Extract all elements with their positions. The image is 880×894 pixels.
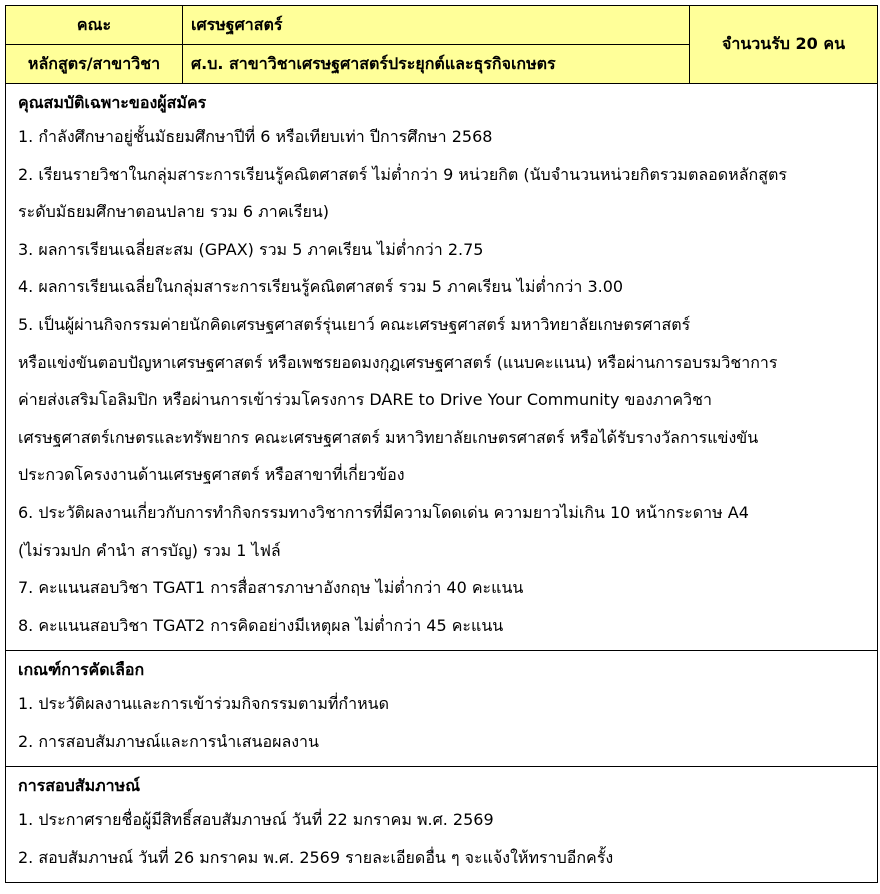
qualification-line: 3. ผลการเรียนเฉลี่ยสะสม (GPAX) รวม 5 ภาคเรียน ไม่ต่ำกว่า 2.75 bbox=[18, 239, 484, 259]
qualification-line: 5. เป็นผู้ผ่านกิจกรรมค่ายนักคิดเศรษฐศาสตร์รุ่นเยาว์ คณะเศรษฐศาสตร์ มหาวิทยาลัยเกษตรศาสตร์ bbox=[18, 314, 691, 334]
program-value: ศ.บ. สาขาวิชาเศรษฐศาสตร์ประยุกต์และธุรกิจเกษตร bbox=[183, 45, 690, 84]
qualification-line: เศรษฐศาสตร์เกษตรและทรัพยากร คณะเศรษฐศาสตร์ มหาวิทยาลัยเกษตรศาสตร์ หรือได้รับรางวัลการแข่งขัน bbox=[18, 427, 759, 447]
qualification-line: 6. ประวัติผลงานเกี่ยวกับการทำกิจกรรมทางวิชาการที่มีความโดดเด่น ความยาวไม่เกิน 10 หน้ากระดาษ A4 bbox=[18, 502, 749, 522]
qualification-line: 4. ผลการเรียนเฉลี่ยในกลุ่มสาระการเรียนรู้คณิตศาสตร์ รวม 5 ภาคเรียน ไม่ต่ำกว่า 3.00 bbox=[18, 277, 624, 297]
interview-line: 1. ประกาศรายชื่อผู้มีสิทธิ์สอบสัมภาษณ์ วันที่ 22 มกราคม พ.ศ. 2569 bbox=[18, 810, 494, 830]
qualification-line: ระดับมัธยมศึกษาตอนปลาย รวม 6 ภาคเรียน) bbox=[18, 202, 330, 222]
qualification-line: หรือแข่งขันตอบปัญหาเศรษฐศาสตร์ หรือเพชรยอดมงกุฎเศรษฐศาสตร์ (แนบคะแนน) หรือผ่านการอบรมวิชาการ bbox=[18, 352, 778, 372]
header-table bbox=[5, 5, 878, 84]
qualification-line: (ไม่รวมปก คำนำ สารบัญ) รวม 1 ไฟล์ bbox=[18, 540, 281, 560]
qualification-line: 8. คะแนนสอบวิชา TGAT2 การคิดอย่างมีเหตุผล ไม่ต่ำกว่า 45 คะแนน bbox=[18, 615, 504, 635]
qualification-line: 7. คะแนนสอบวิชา TGAT1 การสื่อสารภาษาอังกฤษ ไม่ต่ำกว่า 40 คะแนน bbox=[18, 578, 524, 598]
faculty-value: เศรษฐศาสตร์ bbox=[183, 6, 690, 45]
qualifications-section bbox=[5, 84, 878, 651]
interview-line: 2. สอบสัมภาษณ์ วันที่ 26 มกราคม พ.ศ. 2569 รายละเอียดอื่น ๆ จะแจ้งให้ทราบอีกครั้ง bbox=[18, 847, 614, 867]
capacity-cell: จำนวนรับ 20 คน bbox=[690, 6, 878, 84]
qualification-line: ค่ายส่งเสริมโอลิมปิก หรือผ่านการเข้าร่วมโครงการ DARE to Drive Your Community ของภาควิชา bbox=[18, 390, 712, 410]
interview-title: การสอบสัมภาษณ์ bbox=[18, 776, 141, 796]
qualification-line: 1. กำลังศึกษาอยู่ชั้นมัธยมศึกษาปีที่ 6 หรือเทียบเท่า ปีการศึกษา 2568 bbox=[18, 127, 493, 146]
criteria-section bbox=[5, 651, 878, 767]
program-label: หลักสูตร/สาขาวิชา bbox=[6, 45, 183, 84]
qualification-line: ประกวดโครงงานด้านเศรษฐศาสตร์ หรือสาขาที่เกี่ยวข้อง bbox=[18, 465, 405, 485]
interview-section bbox=[5, 767, 878, 883]
criteria-line: 2. การสอบสัมภาษณ์และการนำเสนอผลงาน bbox=[18, 731, 319, 751]
admission-document bbox=[5, 5, 878, 883]
criteria-title: เกณฑ์การคัดเลือก bbox=[18, 660, 145, 680]
qualification-line: 2. เรียนรายวิชาในกลุ่มสาระการเรียนรู้คณิตศาสตร์ ไม่ต่ำกว่า 9 หน่วยกิต (นับจำนวนหน่วยกิตรวมตลอดหลักสูตร bbox=[18, 164, 787, 184]
criteria-line: 1. ประวัติผลงานและการเข้าร่วมกิจกรรมตามที่กำหนด bbox=[18, 694, 389, 714]
qualifications-title: คุณสมบัติเฉพาะของผู้สมัคร bbox=[18, 93, 207, 112]
faculty-label: คณะ bbox=[6, 6, 183, 45]
